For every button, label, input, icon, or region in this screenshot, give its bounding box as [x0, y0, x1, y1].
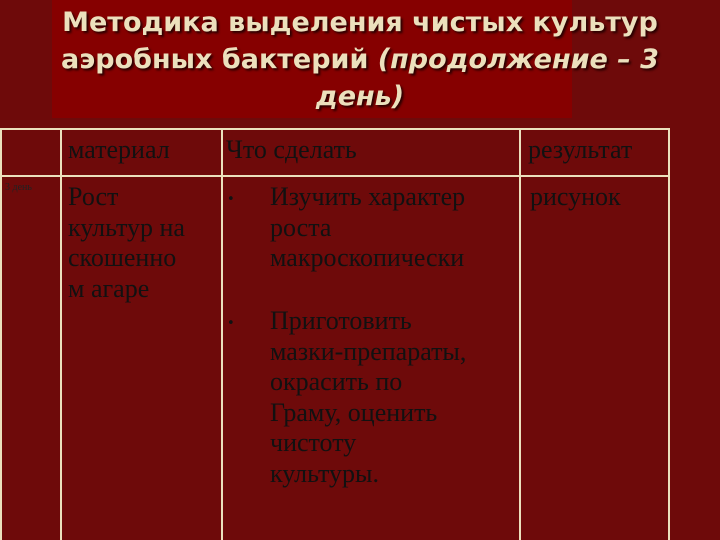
- action-line: мазки-препараты,: [270, 336, 467, 366]
- table-divider-col3: [519, 128, 521, 540]
- table-border-left: [0, 128, 2, 540]
- material-line: Рост: [68, 182, 119, 211]
- day-label: 3 день: [5, 182, 32, 193]
- action-item-2: [270, 306, 466, 490]
- action-line: Граму, оценить: [270, 397, 438, 427]
- table-header-rule: [0, 175, 670, 177]
- action-line: макроскопически: [270, 243, 465, 273]
- action-line: роста: [270, 212, 332, 242]
- title-line-3: день): [315, 81, 405, 112]
- material-cell: [68, 182, 185, 304]
- slide-title: [0, 4, 720, 115]
- table-border-top: [0, 128, 670, 130]
- header-result: результат: [528, 135, 633, 164]
- header-material: материал: [68, 135, 170, 164]
- table-divider-col1: [60, 128, 62, 540]
- header-action: Что сделать: [226, 135, 357, 164]
- table-border-right: [668, 128, 670, 540]
- bullet-2: •: [227, 316, 235, 331]
- title-line-2-italic: (продолжение – 3: [377, 44, 659, 75]
- title-line-2-normal: аэробных бактерий: [61, 44, 378, 75]
- table-divider-col2: [221, 128, 223, 540]
- action-line: чистоту: [270, 428, 357, 458]
- action-line: культуры.: [270, 458, 379, 488]
- action-item-1: [270, 182, 465, 274]
- material-line: скошенно: [68, 243, 177, 273]
- material-line: культур на: [68, 212, 185, 242]
- action-line: Приготовить: [270, 306, 412, 335]
- material-line: м агаре: [68, 273, 150, 303]
- action-line: Изучить характер: [270, 182, 466, 211]
- bullet-1: •: [227, 192, 235, 207]
- title-line-2: [0, 41, 720, 78]
- result-cell: рисунок: [530, 182, 621, 211]
- title-line-1: Методика выделения чистых культур: [62, 7, 658, 38]
- action-line: окрасить по: [270, 367, 403, 397]
